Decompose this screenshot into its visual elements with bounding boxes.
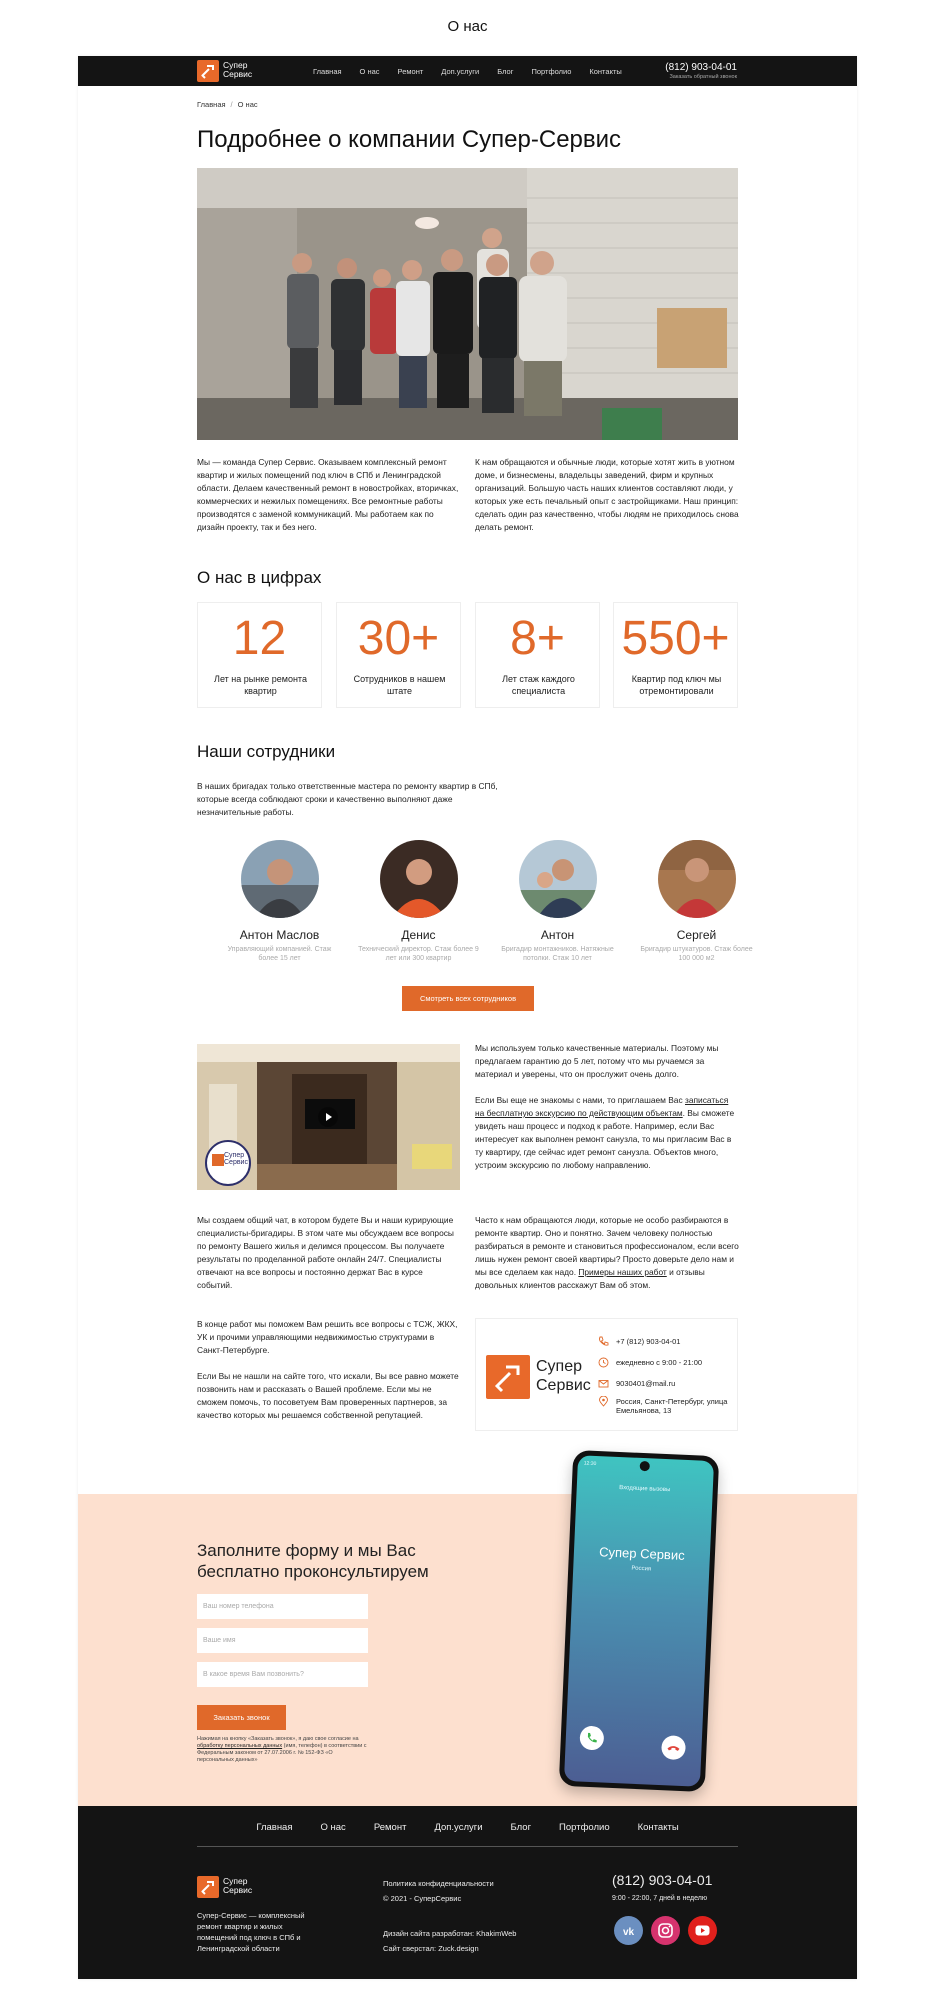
breadcrumb-home[interactable]: Главная: [197, 100, 226, 109]
code-credit[interactable]: Сайт сверстал: Zuck.design: [383, 1944, 479, 1953]
numbers-title: О нас в цифрах: [197, 568, 322, 587]
employee-card[interactable]: [634, 840, 759, 963]
employee-role: Бригадир монтажников. Натяжные потолки. Стаж 10 лет: [501, 946, 614, 962]
novice-text: Часто к нам обращаются люди, которые не особо разбираются в ремонте квартир. Оно и понятно. Зачем человеку полностью разбираться в ремонте и становиться профессионалом, если всего лишь нужен ремонт своей квартиры? Просто доверьте дело нам и мы все сделаем как надо. Примеры наших работ и отзывы довольных клиентов расскажут Вам об этом.: [475, 1215, 739, 1290]
avatar: [658, 840, 736, 918]
staff-intro: В наших бригадах только ответственные мастера по ремонту квартир в СПб, которые всегда соблюдают сроки и качественно выполняют даже незначительные работы.: [197, 781, 498, 817]
employee-name: Антон: [540, 928, 575, 942]
page-title: О нас: [447, 18, 488, 35]
footer-logo-text[interactable]: Супер Сервис: [223, 1876, 253, 1895]
nav-repair[interactable]: Ремонт: [397, 66, 424, 76]
logo-icon: [486, 1355, 530, 1399]
privacy-policy-link[interactable]: Политика конфиденциальности: [383, 1879, 494, 1888]
stat-label: Сотрудников в нашем штате: [353, 674, 446, 696]
card-email[interactable]: 9030401@mail.ru: [616, 1379, 676, 1388]
avatar: [380, 840, 458, 918]
footer-nav-repair[interactable]: Ремонт: [373, 1822, 407, 1833]
youtube-icon[interactable]: [688, 1916, 717, 1945]
portfolio-link[interactable]: Примеры наших работ: [578, 1267, 667, 1277]
callback-form-section: [78, 1494, 857, 1806]
phone-icon: [598, 1336, 609, 1347]
footer-divider: [197, 1846, 738, 1847]
site-header: [78, 56, 857, 86]
footer-nav-home[interactable]: Главная: [256, 1822, 293, 1833]
clock-icon: [598, 1357, 609, 1368]
avatar: [519, 840, 597, 918]
main-nav: [313, 56, 640, 86]
stat-card: [613, 602, 738, 708]
video-logo-badge: Супер Сервис: [205, 1140, 251, 1186]
instagram-icon[interactable]: [651, 1916, 680, 1945]
help-text: В конце работ мы поможем Вам решить все вопросы с ТСЖ, ЖКХ, УК и прочими управляющими недвижимостью структурами в Санкт-Петербурге. Если Вы не нашли на сайте того, что искали, Вы все равно можете позвонить нам и рассказать о Вашей проблеме. Если мы не сможем помочь, то посоветуем Вам проверенных партнеров, за качество которых мы решаемся собственной репутацией.: [197, 1319, 459, 1420]
svg-text:vk: vk: [622, 1927, 635, 1938]
phone-input[interactable]: Ваш номер телефона: [197, 1594, 368, 1619]
footer-nav-portfolio[interactable]: Портфолио: [559, 1822, 610, 1833]
video-player[interactable]: [197, 1044, 460, 1190]
logo-icon: [212, 1154, 224, 1166]
footer-nav-extra-services[interactable]: Доп.услуги: [434, 1822, 483, 1833]
site-footer: [78, 1806, 857, 1979]
site-frame: [78, 56, 857, 1979]
footer-phone[interactable]: (812) 903-04-01: [612, 1872, 713, 1888]
employee-card[interactable]: [217, 840, 342, 963]
consent-text: Нажимая на кнопку «Заказать звонок», я даю свое согласие на обработку персональных данных (имя, телефон) в соответствии с Федеральным законом от 27.07.2006 г. № 152-ФЗ «О персональных данных»: [197, 1736, 367, 1763]
stat-value: 30+: [357, 612, 440, 665]
employee-role: Технический директор. Стаж более 9 лет или 300 квартир: [358, 946, 479, 962]
materials-text: Мы используем только качественные материалы. Поэтому мы предлагаем гарантию до 5 лет, потому что мы ручаемся за материал и уверены, что он прослужит очень долго. Если Вы еще не знакомы с нами, то приглашаем Вас записаться на бесплатную экскурсию по действующим объектам. Вы сможете увидеть наш процесс и подход к работе. Например, если Вас интересует как выполнен ремонт санузла, то мы пригласим Вас в ту квартиру, где сейчас идет ремонт санузла. Объектов много, устроим экскурсию по любому направлению.: [475, 1043, 735, 1170]
excursion-link[interactable]: записаться на бесплатную экскурсию по действующим объектам: [475, 1095, 729, 1118]
nav-extra-services[interactable]: Доп.услуги: [441, 66, 480, 76]
stat-label: Лет стаж каждого специалиста: [502, 674, 575, 696]
phone-mockup: 12:30 Входящие вызовы Супер Сервис Россия: [559, 1450, 720, 1792]
employee-name: Антон Маслов: [239, 928, 320, 942]
nav-home[interactable]: Главная: [313, 66, 342, 76]
employee-card[interactable]: [495, 840, 620, 963]
copyright: © 2021 - СуперСервис: [383, 1894, 462, 1903]
breadcrumb: Главная / О нас: [197, 100, 258, 109]
employee-card[interactable]: [356, 840, 481, 963]
stat-card: [475, 602, 600, 708]
intro-right: К нам обращаются и обычные люди, которые хотят жить в уютном доме, и бизнесмены, владельцы заведений, фирм и крупных организаций. Большую часть наших клиентов составляют люди, у которых уже есть печальный опыт с застройщиками. Наш принцип: сделать один раз качественно, чтобы людям не приходилось снова делать ремонт.: [475, 457, 739, 532]
team-photo: [197, 168, 738, 440]
view-all-staff-button[interactable]: Смотреть всех сотрудников: [402, 986, 534, 1011]
decline-call-icon: [661, 1735, 686, 1760]
staff-title: Наши сотрудники: [197, 742, 336, 761]
avatar: [241, 840, 319, 918]
employee-name: Сергей: [676, 928, 717, 942]
intro-left: Мы — команда Супер Сервис. Оказываем комплексный ремонт квартир и жилых помещений под ключ в СПб и Ленинградской области. Делаем качественный ремонт в новостройках, вторичках, коммерческих и нежилых помещениях. Все ремонтные работы производятся с заменой коммуникаций. Мы работаем как по дизайн проекту, так и без него.: [197, 457, 459, 532]
answer-call-icon: [579, 1726, 604, 1751]
form-title: Заполните форму и мы Вас бесплатно проконсультируем: [197, 1541, 429, 1581]
header-phone[interactable]: (812) 903-04-01: [665, 62, 737, 73]
employee-name: Денис: [401, 928, 436, 942]
employee-role: Бригадир штукатуров. Стаж более 100 000 м2: [640, 946, 753, 962]
call-time-input[interactable]: В какое время Вам позвонить?: [197, 1662, 368, 1687]
stat-label: Лет на рынке ремонта квартир: [214, 674, 307, 696]
employee-role: Управляющий компанией. Стаж более 15 лет: [227, 946, 332, 962]
stat-label: Квартир под ключ мы отремонтировали: [631, 674, 722, 696]
footer-hours: 9:00 - 22:00, 7 дней в неделю: [612, 1895, 708, 1902]
card-phone[interactable]: +7 (812) 903-04-01: [616, 1337, 681, 1346]
footer-nav-about[interactable]: О нас: [320, 1822, 346, 1833]
logo-icon[interactable]: [197, 1876, 219, 1898]
nav-contacts[interactable]: Контакты: [589, 66, 622, 76]
name-input[interactable]: Ваше имя: [197, 1628, 368, 1653]
design-credit[interactable]: Дизайн сайта разработан: KhakimWeb: [383, 1929, 517, 1938]
footer-nav-contacts[interactable]: Контакты: [637, 1822, 679, 1833]
footer-nav: [78, 1822, 857, 1833]
callback-link[interactable]: Заказать обратный звонок: [669, 74, 737, 80]
stat-card: [197, 602, 322, 708]
location-pin-icon: [598, 1396, 609, 1407]
play-icon[interactable]: [318, 1107, 338, 1127]
stat-value: 8+: [510, 612, 565, 665]
stat-value: 12: [232, 612, 287, 665]
nav-blog[interactable]: Блог: [497, 66, 514, 76]
card-hours: ежедневно с 9:00 - 21:00: [616, 1358, 703, 1367]
stat-card: [336, 602, 461, 708]
page-heading: Подробнее о компании Супер-Сервис: [197, 126, 622, 153]
footer-about: Супер-Сервис — комплексный ремонт квартир и жилых помещений под ключ в СПб и Ленинградской области: [197, 1911, 305, 1953]
submit-callback-button[interactable]: Заказать звонок: [197, 1705, 286, 1730]
vk-icon[interactable]: [614, 1916, 643, 1945]
logo-text[interactable]: Супер Сервис: [223, 60, 253, 79]
breadcrumb-current: О нас: [237, 100, 258, 109]
card-logo-text: Супер Сервис: [536, 1358, 591, 1394]
contact-card: [475, 1318, 738, 1431]
stat-value: 550+: [621, 612, 730, 665]
mail-icon: [598, 1378, 609, 1389]
logo-icon[interactable]: [197, 60, 219, 82]
card-address: Россия, Санкт-Петербург, улица Емельянова, 13: [616, 1397, 728, 1415]
chat-text: Мы создаем общий чат, в котором будете Вы и наши курирующие специалисты-бригадиры. В этом чате мы обсуждаем все вопросы по ремонту Вашего жилья и делимся процессом. Вы получаете результаты по проделанной работе онлайн 24/7. Специалисты отвечают на все вопросы и постоянно держат Вас в курсе событий.: [197, 1215, 454, 1290]
camera-icon: [640, 1461, 650, 1471]
privacy-link[interactable]: обработку персональных данных: [197, 1743, 283, 1749]
footer-nav-blog[interactable]: Блог: [510, 1822, 532, 1833]
nav-portfolio[interactable]: Портфолио: [531, 66, 572, 76]
nav-about[interactable]: О нас: [359, 66, 380, 76]
